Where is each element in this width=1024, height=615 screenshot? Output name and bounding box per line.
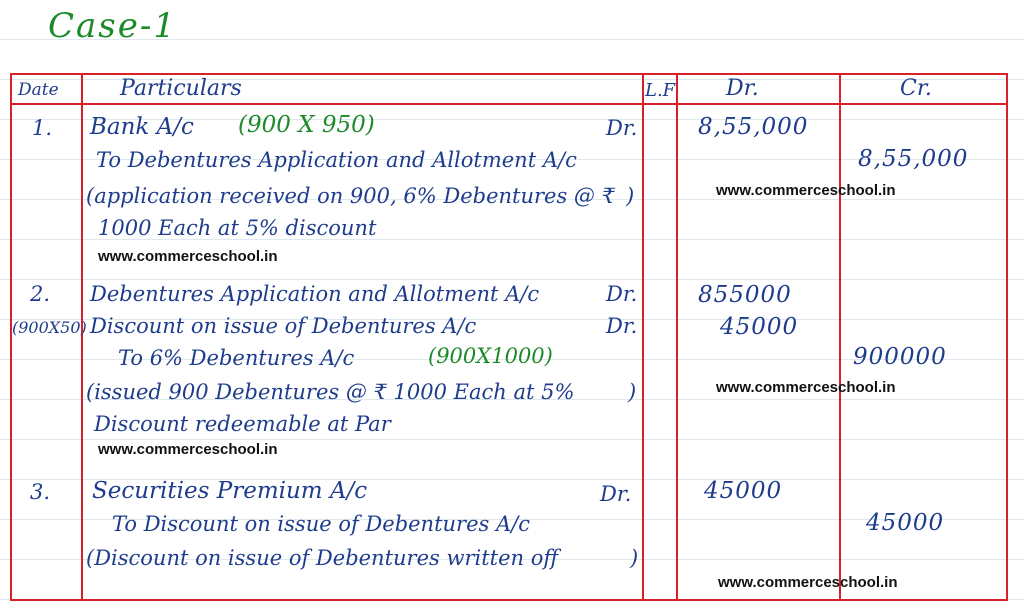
column-header-dr: Dr. — [726, 76, 759, 101]
debit-marker: Dr. — [606, 116, 638, 140]
narration-continued: 1000 Each at 5% discount — [98, 216, 377, 240]
entry-number: 2. — [30, 282, 51, 306]
debit-marker: Dr. — [606, 282, 638, 306]
watermark: www.commerceschool.in — [98, 248, 278, 265]
column-header-particulars: Particulars — [120, 76, 242, 101]
narration-close-bracket: ) — [628, 380, 637, 404]
header-row-divider — [10, 103, 1008, 105]
cr-amount: 8,55,000 — [858, 146, 969, 172]
column-divider-lf — [676, 73, 678, 601]
debit-marker-discount: Dr. — [606, 314, 638, 338]
debit-calculation: (900 X 950) — [238, 112, 375, 138]
dr-amount: 8,55,000 — [698, 114, 809, 140]
entry-number: 1. — [32, 116, 53, 140]
debit-marker: Dr. — [600, 482, 632, 506]
cr-amount: 45000 — [866, 510, 945, 536]
column-header-cr: Cr. — [900, 76, 932, 101]
narration: (application received on 900, 6% Debentures @ ₹ — [86, 184, 615, 208]
credit-account: To 6% Debentures A/c — [118, 346, 355, 370]
watermark: www.commerceschool.in — [716, 379, 896, 396]
column-header-date: Date — [18, 80, 59, 100]
watermark: www.commerceschool.in — [98, 441, 278, 458]
narration-continued: Discount redeemable at Par — [94, 412, 391, 436]
narration-close-bracket: ) — [626, 184, 635, 208]
entry-number: 3. — [30, 480, 51, 504]
dr-amount: 45000 — [704, 478, 783, 504]
narration: (Discount on issue of Debentures written off — [86, 546, 559, 570]
dr-amount: 855000 — [698, 282, 792, 308]
debit-account: Securities Premium A/c — [92, 478, 368, 504]
narration: (issued 900 Debentures @ ₹ 1000 Each at 5% — [86, 380, 575, 404]
credit-account: To Discount on issue of Debentures A/c — [112, 512, 530, 536]
watermark: www.commerceschool.in — [716, 182, 896, 199]
debit-account: Debentures Application and Allotment A/c — [90, 282, 540, 306]
debit-account: Bank A/c — [90, 114, 194, 140]
column-header-lf: L.F — [645, 80, 676, 101]
dr-amount-discount: 45000 — [720, 314, 799, 340]
column-divider-dr — [839, 73, 841, 601]
debit-account-discount: Discount on issue of Debentures A/c — [90, 314, 477, 338]
watermark: www.commerceschool.in — [718, 574, 898, 591]
narration-close-bracket: ) — [630, 546, 639, 570]
credit-calculation: (900X1000) — [428, 344, 553, 368]
column-divider-particulars — [642, 73, 644, 601]
date-calculation-note: (900X50) — [12, 318, 87, 337]
page-heading: Case-1 — [48, 6, 177, 46]
column-divider-date — [81, 73, 83, 601]
credit-account: To Debentures Application and Allotment A/c — [96, 148, 577, 172]
cr-amount: 900000 — [853, 344, 947, 370]
